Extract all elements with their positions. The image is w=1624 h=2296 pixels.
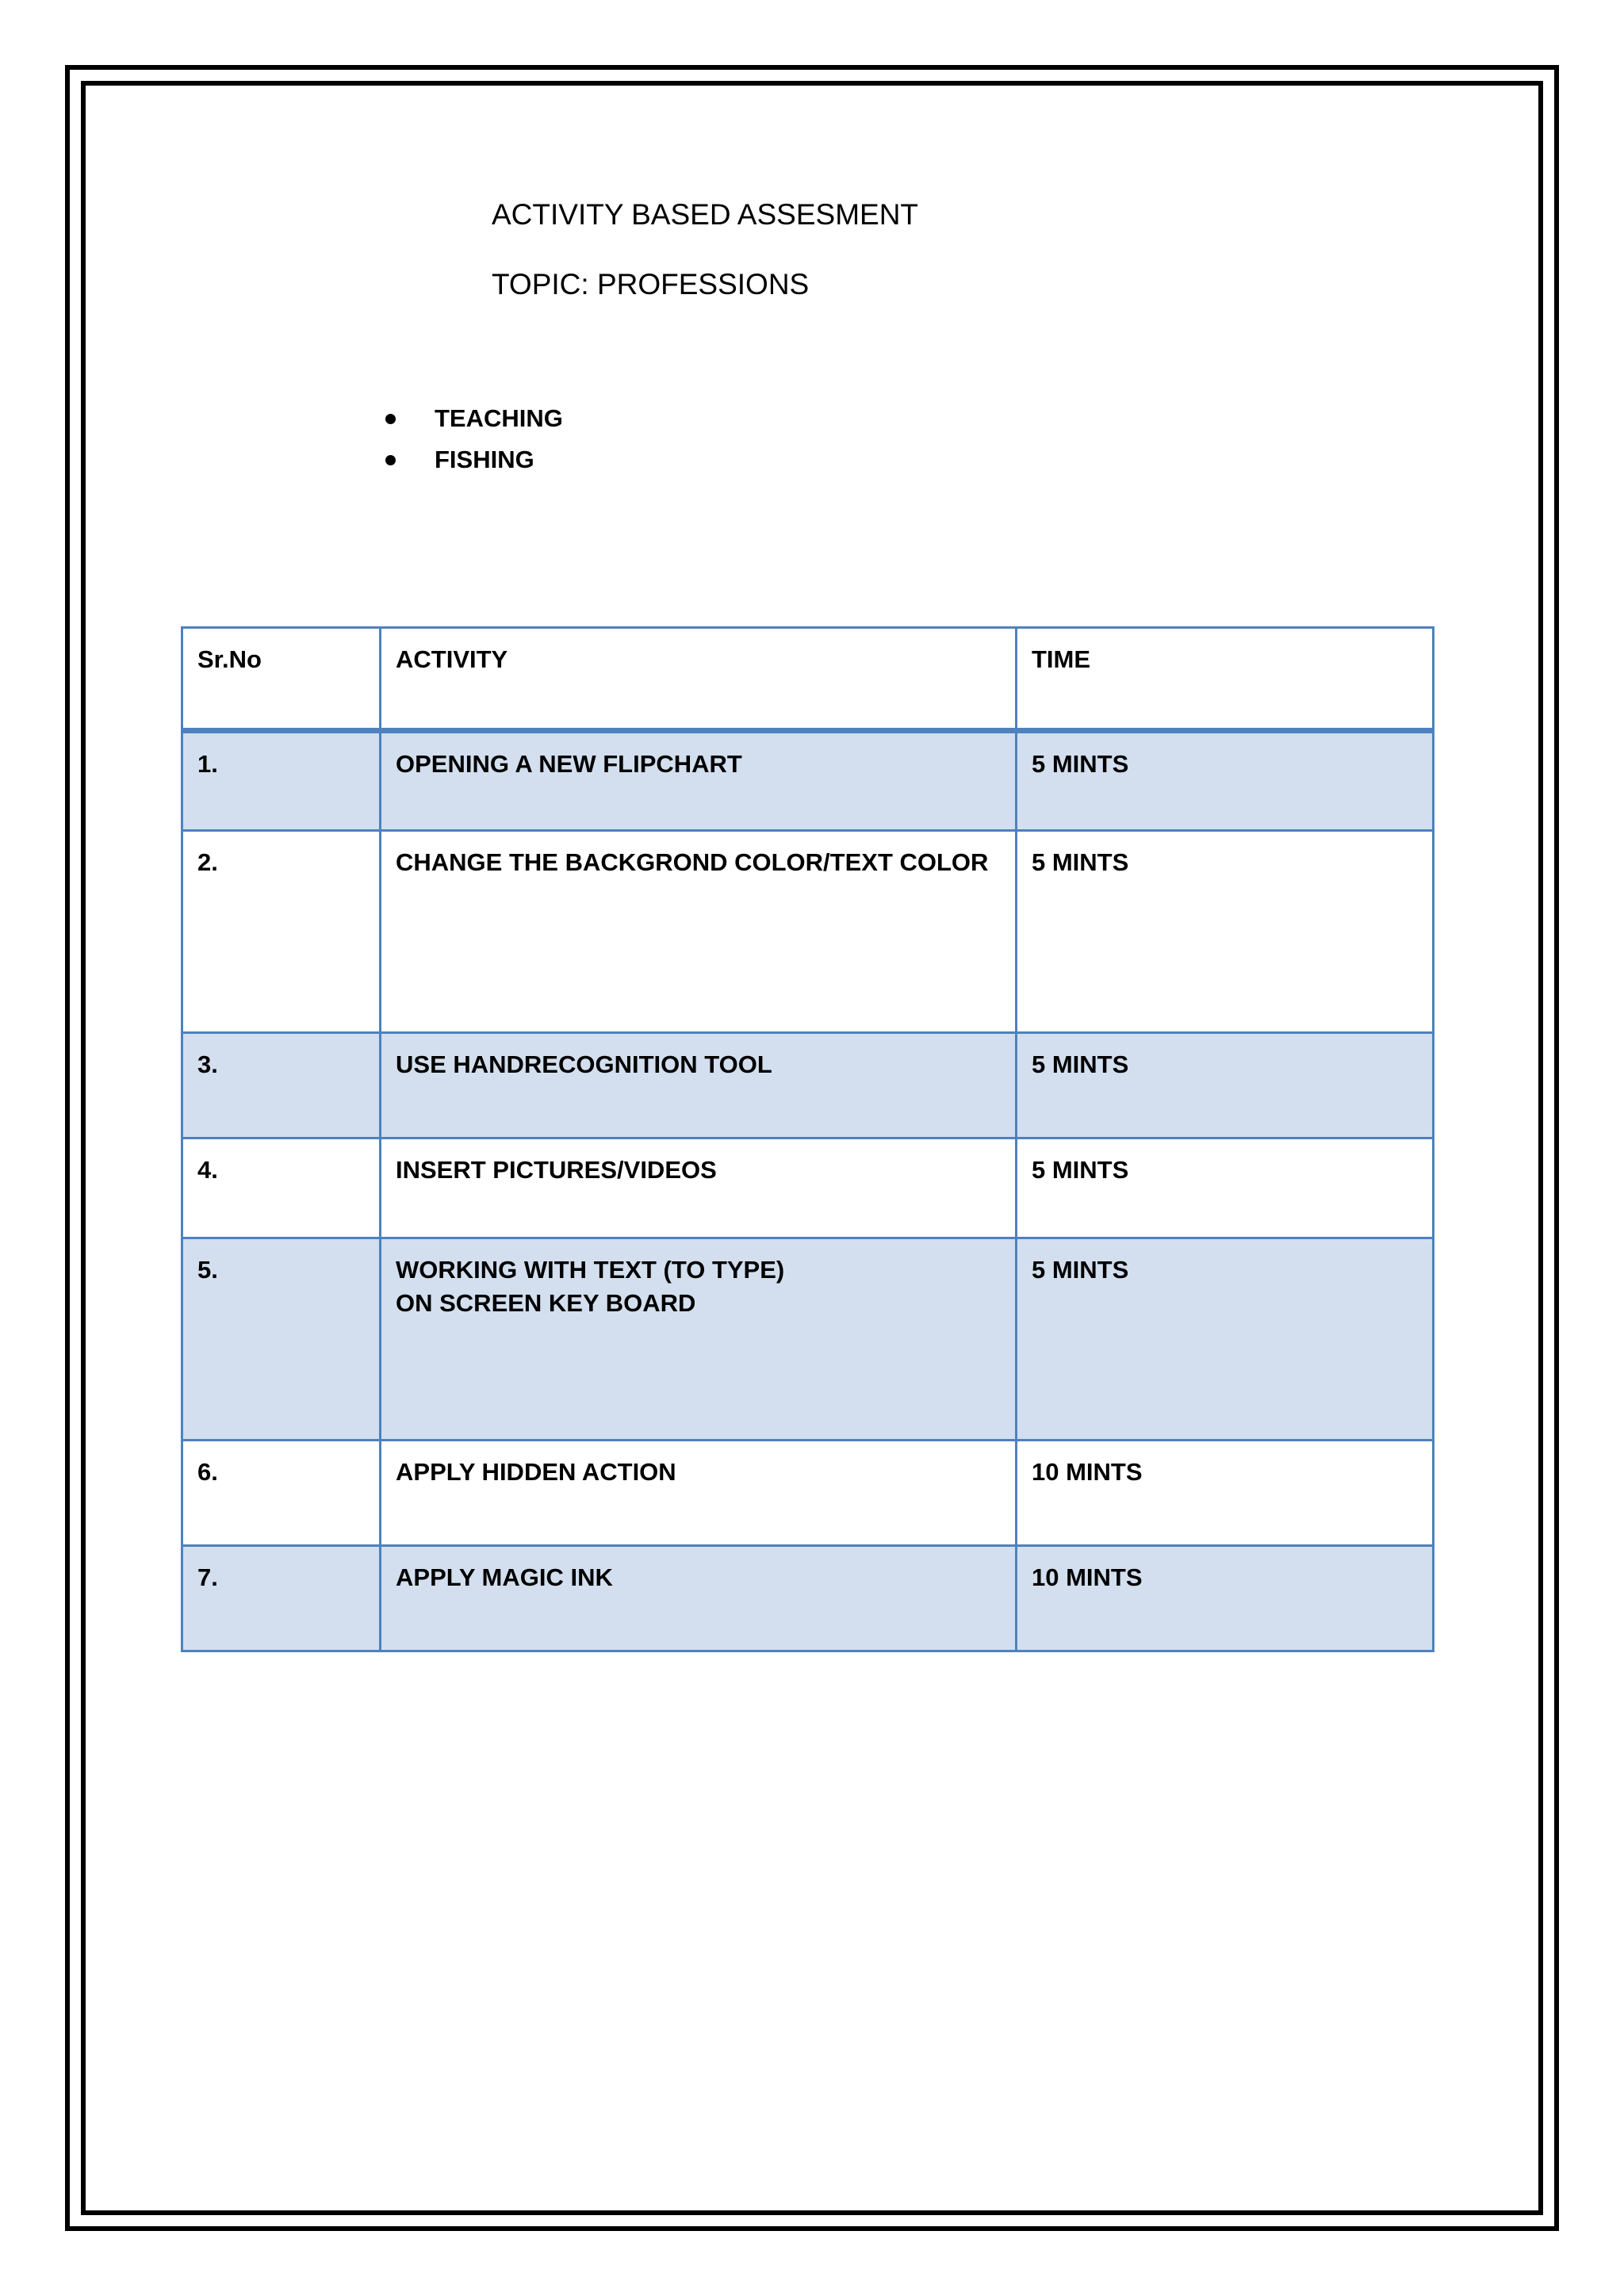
cell-sr-no: 7.	[182, 1546, 381, 1651]
activity-line: APPLY MAGIC INK	[396, 1563, 613, 1591]
table-row	[182, 1546, 1434, 1651]
activity-line: CHANGE THE BACKGROND COLOR/TEXT COLOR	[396, 848, 989, 876]
profession-list	[379, 398, 563, 480]
activity-line: OPENING A NEW FLIPCHART	[396, 750, 742, 778]
table-row	[182, 831, 1434, 1033]
bullet-icon	[385, 455, 396, 465]
activity-line: ON SCREEN KEY BOARD	[396, 1289, 696, 1317]
cell-time: 5 MINTS	[1017, 831, 1434, 1033]
cell-activity	[381, 1441, 1017, 1546]
cell-time: 10 MINTS	[1017, 1546, 1434, 1651]
cell-sr-no: 6.	[182, 1441, 381, 1546]
header-sr-no: Sr.No	[182, 628, 381, 731]
table-row	[182, 1138, 1434, 1238]
cell-activity	[381, 1546, 1017, 1651]
list-item	[379, 398, 563, 439]
cell-time: 5 MINTS	[1017, 731, 1434, 831]
cell-sr-no: 5.	[182, 1238, 381, 1441]
cell-sr-no: 3.	[182, 1033, 381, 1138]
table-row	[182, 731, 1434, 831]
cell-time: 10 MINTS	[1017, 1441, 1434, 1546]
activity-line: INSERT PICTURES/VIDEOS	[396, 1156, 717, 1184]
cell-activity	[381, 1033, 1017, 1138]
list-item	[379, 439, 563, 480]
cell-sr-no: 4.	[182, 1138, 381, 1238]
activity-line: USE HANDRECOGNITION TOOL	[396, 1050, 772, 1078]
activity-line: WORKING WITH TEXT (TO TYPE)	[396, 1256, 785, 1284]
header-time: TIME	[1017, 628, 1434, 731]
table-row	[182, 1033, 1434, 1138]
activity-table-container	[181, 626, 1432, 1652]
document-topic: TOPIC: PROFESSIONS	[492, 268, 810, 300]
cell-activity	[381, 831, 1017, 1033]
document-title: ACTIVITY BASED ASSESMENT	[492, 198, 919, 231]
list-item-label: TEACHING	[435, 404, 563, 432]
header-activity: ACTIVITY	[381, 628, 1017, 731]
list-item-label: FISHING	[435, 446, 534, 473]
bullet-icon	[385, 414, 396, 424]
cell-activity	[381, 731, 1017, 831]
cell-time: 5 MINTS	[1017, 1033, 1434, 1138]
cell-sr-no: 2.	[182, 831, 381, 1033]
activity-table	[181, 626, 1434, 1652]
cell-activity	[381, 1138, 1017, 1238]
activity-line: APPLY HIDDEN ACTION	[396, 1458, 676, 1486]
table-header-row	[182, 628, 1434, 731]
cell-sr-no: 1.	[182, 731, 381, 831]
cell-time: 5 MINTS	[1017, 1238, 1434, 1441]
table-row	[182, 1238, 1434, 1441]
cell-activity	[381, 1238, 1017, 1441]
table-row	[182, 1441, 1434, 1546]
cell-time: 5 MINTS	[1017, 1138, 1434, 1238]
